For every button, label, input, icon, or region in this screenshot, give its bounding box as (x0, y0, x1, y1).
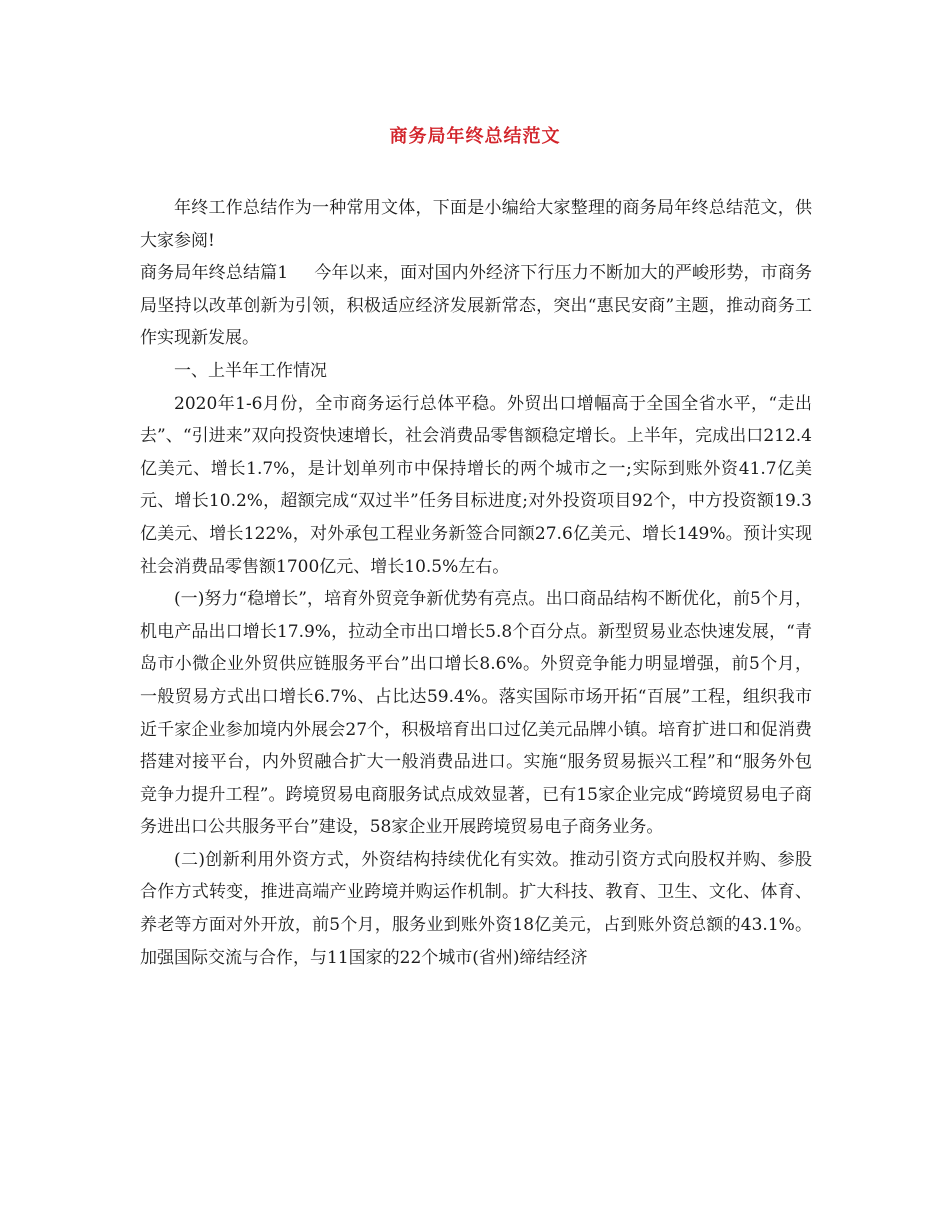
document-body (140, 192, 812, 974)
intro-paragraph: 年终工作总结作为一种常用文体，下面是小编给大家整理的商务局年终总结范文，供大家参阅! (140, 198, 812, 251)
paragraph-stable-growth: (一)努力“稳增长”，培育外贸竞争新优势有亮点。出口商品结构不断优化，前5个月，机电产品出口增长17.9%，拉动全市出口增长5.8个百分点。新型贸易业态快速发展，“青岛市小微企业外贸供应链服务平台”出口增长8.6%。外贸竞争能力明显增强，前5个月，一般贸易方式出口增长6.7%、占比达59.4%。落实国际市场开拓“百展”工程，组织我市近千家企业参加境内外展会27个，积极培育出口过亿美元品牌小镇。培育扩进口和促消费搭建对接平台，内外贸融合扩大一般消费品进口。实施“服务贸易振兴工程”和“服务外包竞争力提升工程”。跨境贸易电商服务试点成效显著，已有15家企业完成“跨境贸易电子商务进出口公共服务平台”建设，58家企业开展跨境贸易电子商务业务。 (140, 589, 812, 838)
section-paragraph (140, 257, 812, 355)
section-label: 商务局年终总结篇1 (140, 263, 289, 284)
heading-first-half: 一、上半年工作情况 (174, 360, 327, 381)
document-title: 商务局年终总结范文 (389, 126, 561, 147)
paragraph-overview: 2020年1-6月份，全市商务运行总体平稳。外贸出口增幅高于全国全省水平，“走出去”、“引进来”双向投资快速增长，社会消费品零售额稳定增长。上半年，完成出口212.4亿美元、增长1.7%，是计划单列市中保持增长的两个城市之一;实际到账外资41.7亿美元、增长10.2%，超额完成“双过半”任务目标进度;对外投资项目92个，中方投资额19.3亿美元、增长122%，对外承包工程业务新签合同额27.6亿美元、增长149%。预计实现社会消费品零售额1700亿元、增长10.5%左右。 (140, 393, 812, 577)
section-first-text: 今年以来，面对国内外经济下行压力不断加大的严峻形势，市商务局坚持以改革创新为引领，积极适应经济发展新常态，突出“惠民安商”主题，推动商务工作实现新发展。 (140, 263, 812, 349)
paragraph-foreign-investment: (二)创新利用外资方式，外资结构持续优化有实效。推动引资方式向股权并购、参股合作方式转变，推进高端产业跨境并购运作机制。扩大科技、教育、卫生、文化、体育、养老等方面对外开放，前5个月，服务业到账外资18亿美元，占到账外资总额的43.1%。加强国际交流与合作，与11国家的22个城市(省州)缔结经济 (140, 849, 812, 968)
